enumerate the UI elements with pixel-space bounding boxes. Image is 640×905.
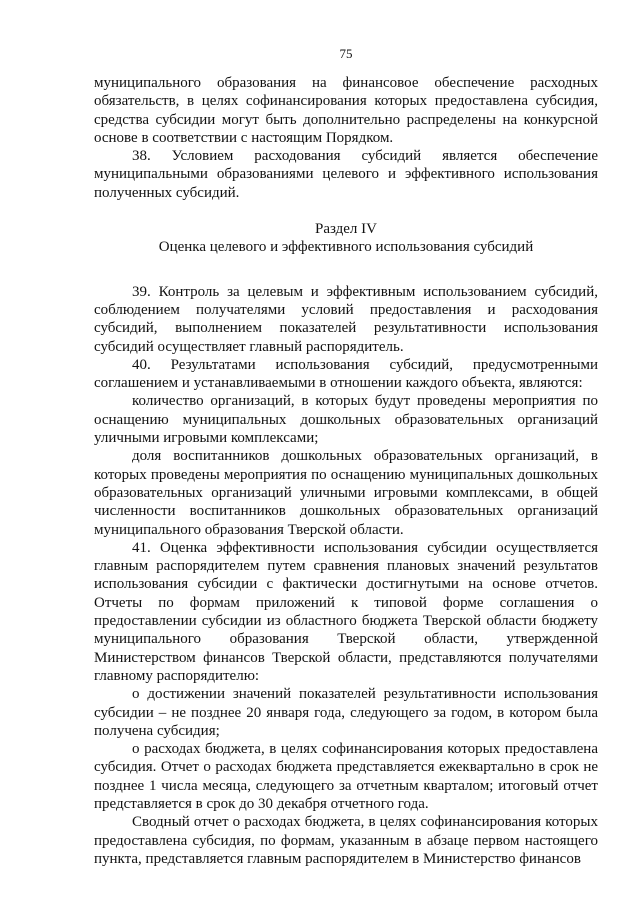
paragraph-summary-report: Сводный отчет о расходах бюджета, в целях софинансирования которых предоставлена субсидия, по формам, указанным в абзаце первом настоящего пункта, представляется главным распорядителем в Министерство финансов — [94, 814, 598, 867]
paragraph-40: 40. Результатами использования субсидий, предусмотренными соглашением и устанавливаемыми в отношении каждого объекта, являются: — [94, 356, 598, 392]
paragraph-continued-from-previous-page: муниципального образования на финансовое обеспечение расходных обязательств, в целях софинансирования которых предоставлена субсидия, средства субсидии могут быть дополнительно распределены на конкурсной основе в соответствии с настоящим Порядком. — [94, 75, 598, 146]
page-number: 75 — [339, 46, 353, 61]
paragraph-40-item-2: доля воспитанников дошкольных образовательных организаций, в которых проведены мероприятия по оснащению муниципальных дошкольных образовательных организаций уличными игровыми комплексами, в общей численности воспитанников дошкольных образовательных организаций муниципального образования Тверской области. — [94, 448, 598, 538]
paragraph-40-item-1: количество организаций, в которых будут проведены мероприятия по оснащению муниципальных дошкольных образовательных организаций уличными игровыми комплексами; — [94, 393, 598, 447]
section-spacer-top — [94, 202, 598, 220]
paragraph-41: 41. Оценка эффективности использования субсидии осуществляется главным распорядителем путем сравнения плановых значений результатов использования субсидии с фактически достигнутыми на основе отчетов. Отчеты по формам приложений к типовой форме соглашения о предоставлении субсидии из областного бюджета Тверской области бюджету муниципального образования Тверской области, утвержденной Министерством финансов Тверской области, представляются получателями главному распорядителю: — [94, 539, 598, 684]
paragraph-38: 38. Условием расходования субсидий является обеспечение муниципальными образованиями целевого и эффективного использования полученных субсидий. — [94, 148, 598, 201]
document-page — [94, 0, 598, 905]
document-body — [94, 74, 598, 868]
paragraph-39: 39. Контроль за целевым и эффективным использованием субсидий, соблюдением получателями условий предоставления и расходования субсидий, выполнением показателей результативности использования субсидий осуществляет главный распорядитель. — [94, 283, 598, 355]
section-spacer-bottom — [94, 257, 598, 283]
section-title: Оценка целевого и эффективного использования субсидий — [158, 239, 534, 256]
paragraph-41-item-1: о достижении значений показателей результативности использования субсидии – не позднее 20 января года, следующего за годом, в котором была получена субсидия; — [94, 686, 598, 739]
paragraph-41-item-2: о расходах бюджета, в целях софинансирования которых предоставлена субсидия. Отчет о расходах бюджета представляется ежеквартально в срок не позднее 1 числа месяца, следующего за отчетным кварталом; итоговый отчет представляется в срок до 30 декабря отчетного года. — [94, 741, 598, 812]
section-number: Раздел IV — [314, 221, 377, 238]
